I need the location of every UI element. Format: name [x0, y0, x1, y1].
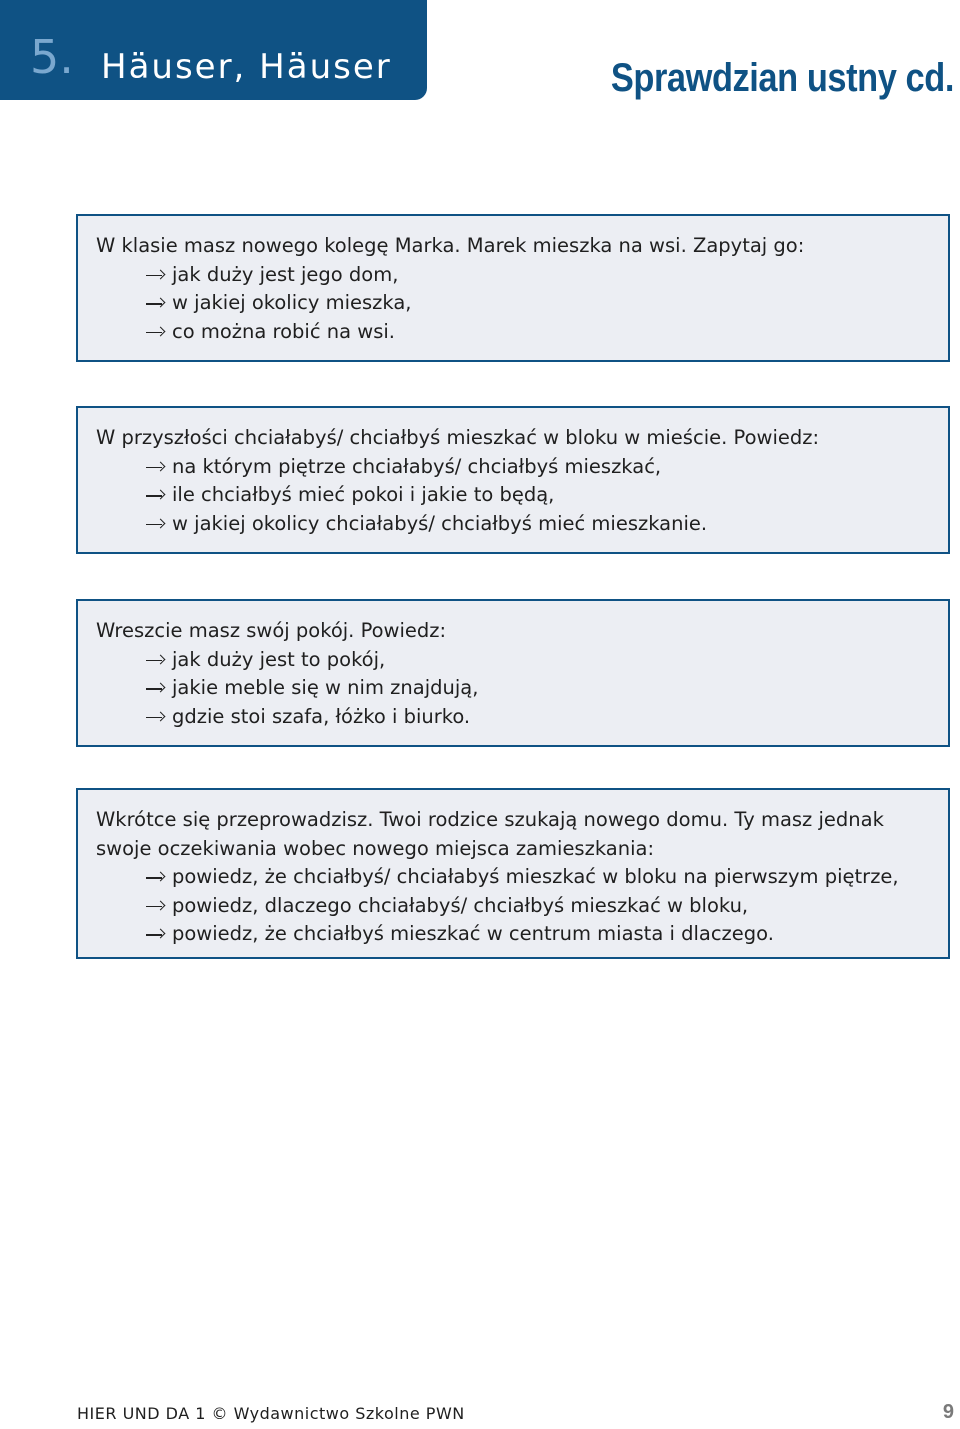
footer-copyright: HIER UND DA 1 © Wydawnictwo Szkolne PWN [77, 1404, 465, 1423]
list-item-text: powiedz, dlaczego chciałabyś/ chciałbyś mieszkać w bloku, [172, 893, 749, 917]
arrow-right-icon [146, 688, 168, 698]
arrow-right-icon [146, 495, 168, 505]
list-item [96, 703, 930, 732]
list-item-text: w jakiej okolicy chciałabyś/ chciałbyś mieć mieszkanie. [172, 511, 708, 535]
task-list [96, 261, 930, 347]
list-item-text: na którym piętrze chciałabyś/ chciałbyś mieszkać, [172, 454, 662, 478]
list-item [96, 289, 930, 318]
list-item [96, 481, 930, 510]
chapter-number: 5. [30, 30, 74, 84]
arrow-right-icon [146, 467, 168, 477]
list-item [96, 863, 930, 892]
task-intro: W klasie masz nowego kolegę Marka. Marek mieszka na wsi. Zapytaj go: [96, 234, 805, 257]
task-intro: Wkrótce się przeprowadzisz. Twoi rodzice szukają nowego domu. Ty masz jednak swoje oczekiwania wobec nowego miejsca zamieszkania: [96, 808, 884, 860]
arrow-right-icon [146, 717, 168, 727]
chapter-header-tab [0, 0, 427, 100]
arrow-right-icon [146, 275, 168, 285]
list-item-text: co można robić na wsi. [172, 319, 395, 343]
list-item [96, 674, 930, 703]
task-intro: W przyszłości chciałabyś/ chciałbyś mieszkać w bloku w mieście. Powiedz: [96, 426, 820, 449]
list-item-text: ile chciałbyś mieć pokoi i jakie to będą, [172, 483, 555, 506]
list-item-text: jak duży jest to pokój, [172, 647, 386, 671]
list-item-text: jak duży jest jego dom, [172, 262, 399, 286]
arrow-right-icon [146, 303, 168, 313]
task-list [96, 453, 930, 539]
list-item-text: powiedz, że chciałbyś/ chciałabyś mieszkać w bloku na pierwszym piętrze, [172, 865, 899, 888]
task-box-3 [76, 599, 950, 747]
list-item-text: jakie meble się w nim znajdują, [172, 676, 479, 699]
arrow-right-icon [146, 660, 168, 670]
list-item [96, 261, 930, 290]
list-item [96, 510, 930, 539]
task-list [96, 646, 930, 732]
list-item-text: powiedz, że chciałbyś mieszkać w centrum miasta i dlaczego. [172, 922, 774, 945]
list-item [96, 892, 930, 921]
list-item-text: gdzie stoi szafa, łóżko i biurko. [172, 704, 471, 728]
list-item [96, 920, 930, 949]
list-item [96, 453, 930, 482]
task-intro: Wreszcie masz swój pokój. Powiedz: [96, 619, 447, 642]
arrow-right-icon [146, 524, 168, 534]
arrow-right-icon [146, 332, 168, 342]
task-box-1 [76, 214, 950, 362]
task-box-2 [76, 406, 950, 554]
arrow-right-icon [146, 906, 168, 916]
page-number: 9 [942, 1401, 954, 1423]
list-item [96, 318, 930, 347]
list-item-text: w jakiej okolicy mieszka, [172, 291, 412, 314]
chapter-title: Häuser, Häuser [101, 47, 392, 87]
list-item [96, 646, 930, 675]
task-list [96, 863, 930, 949]
page-title: Sprawdzian ustny cd. [610, 56, 954, 100]
task-box-4 [76, 788, 950, 959]
arrow-right-icon [146, 934, 168, 944]
arrow-right-icon [146, 877, 168, 887]
